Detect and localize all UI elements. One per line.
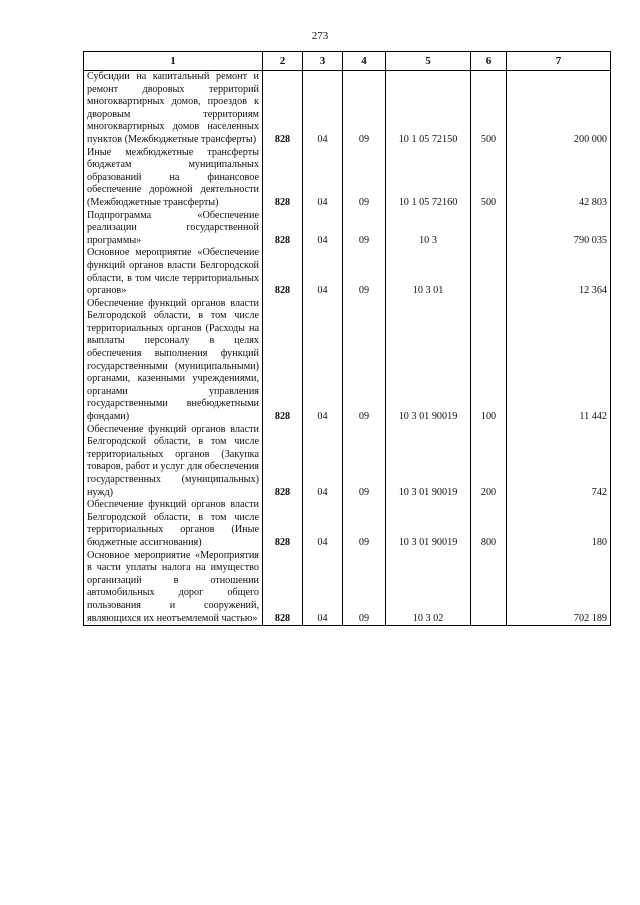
- column-header: 3: [303, 52, 343, 71]
- row-section: 04: [303, 424, 343, 500]
- row-amount: 11 442: [507, 298, 611, 424]
- row-amount: 12 364: [507, 247, 611, 297]
- table-row: [84, 550, 611, 626]
- row-target-code: 10 3 01 90019: [386, 424, 471, 500]
- row-subsection: 09: [343, 71, 386, 147]
- row-expense-type: 500: [471, 147, 507, 210]
- column-header: 6: [471, 52, 507, 71]
- table-row: [84, 210, 611, 248]
- row-amount: 742: [507, 424, 611, 500]
- row-description: Основное мероприятие «Обеспечение функций органов власти Белгородской области, в том числе территориальных органов»: [84, 247, 263, 297]
- row-subsection: 09: [343, 247, 386, 297]
- row-description: Субсидии на капитальный ремонт и ремонт дворовых территорий многоквартирных домов, проездов к дворовым территориям многоквартирных домов населенных пунктов (Межбюджетные трансферты): [84, 71, 263, 147]
- budget-table: [83, 51, 611, 626]
- row-section: 04: [303, 71, 343, 147]
- row-target-code: 10 1 05 72150: [386, 71, 471, 147]
- row-description: Обеспечение функций органов власти Белгородской области, в том числе территориальных органов (Расходы на выплаты персоналу в целях обеспечения выполнения функций государственными (муниципальными) органами, казенными учреждениями, органами управления государственными внебюджетными фондами): [84, 298, 263, 424]
- row-section: 04: [303, 298, 343, 424]
- row-amount: 180: [507, 499, 611, 549]
- table-row: [84, 147, 611, 210]
- row-expense-type: [471, 550, 507, 626]
- row-section: 04: [303, 210, 343, 248]
- row-grbs: 828: [263, 71, 303, 147]
- row-section: 04: [303, 247, 343, 297]
- row-target-code: 10 3 01 90019: [386, 499, 471, 549]
- table-row: [84, 424, 611, 500]
- row-section: 04: [303, 499, 343, 549]
- row-target-code: 10 1 05 72160: [386, 147, 471, 210]
- table-row: [84, 298, 611, 424]
- row-section: 04: [303, 147, 343, 210]
- row-subsection: 09: [343, 499, 386, 549]
- row-expense-type: 100: [471, 298, 507, 424]
- row-amount: 200 000: [507, 71, 611, 147]
- column-header: 1: [84, 52, 263, 71]
- column-header: 5: [386, 52, 471, 71]
- row-description: Основное мероприятие «Мероприятия в части уплаты налога на имущество организаций в отношении автомобильных дорог общего пользования и сооружений, являющихся их неотъемлемой частью»: [84, 550, 263, 626]
- row-amount: 790 035: [507, 210, 611, 248]
- row-target-code: 10 3 01: [386, 247, 471, 297]
- column-header: 4: [343, 52, 386, 71]
- table-row: [84, 71, 611, 147]
- row-target-code: 10 3 02: [386, 550, 471, 626]
- row-grbs: 828: [263, 147, 303, 210]
- row-section: 04: [303, 550, 343, 626]
- row-amount: 42 803: [507, 147, 611, 210]
- table-row: [84, 499, 611, 549]
- row-subsection: 09: [343, 298, 386, 424]
- row-description: Иные межбюджетные трансферты бюджетам муниципальных образований на финансовое обеспечение дорожной деятельности (Межбюджетные трансферты): [84, 147, 263, 210]
- row-subsection: 09: [343, 550, 386, 626]
- column-header: 7: [507, 52, 611, 71]
- row-description: Подпрограмма «Обеспечение реализации государственной программы»: [84, 210, 263, 248]
- row-target-code: 10 3 01 90019: [386, 298, 471, 424]
- row-expense-type: [471, 247, 507, 297]
- row-grbs: 828: [263, 298, 303, 424]
- row-description: Обеспечение функций органов власти Белгородской области, в том числе территориальных органов (Иные бюджетные ассигнования): [84, 499, 263, 549]
- row-expense-type: 800: [471, 499, 507, 549]
- row-amount: 702 189: [507, 550, 611, 626]
- row-expense-type: [471, 210, 507, 248]
- table-row: [84, 247, 611, 297]
- row-grbs: 828: [263, 550, 303, 626]
- row-subsection: 09: [343, 424, 386, 500]
- row-description: Обеспечение функций органов власти Белгородской области, в том числе территориальных органов (Закупка товаров, работ и услуг для обеспечения государственных (муниципальных) нужд): [84, 424, 263, 500]
- table-header-row: [84, 52, 611, 71]
- row-grbs: 828: [263, 499, 303, 549]
- row-target-code: 10 3: [386, 210, 471, 248]
- row-expense-type: 500: [471, 71, 507, 147]
- row-subsection: 09: [343, 147, 386, 210]
- row-grbs: 828: [263, 424, 303, 500]
- row-grbs: 828: [263, 210, 303, 248]
- row-expense-type: 200: [471, 424, 507, 500]
- column-header: 2: [263, 52, 303, 71]
- page-number: 273: [311, 30, 329, 42]
- row-subsection: 09: [343, 210, 386, 248]
- row-grbs: 828: [263, 247, 303, 297]
